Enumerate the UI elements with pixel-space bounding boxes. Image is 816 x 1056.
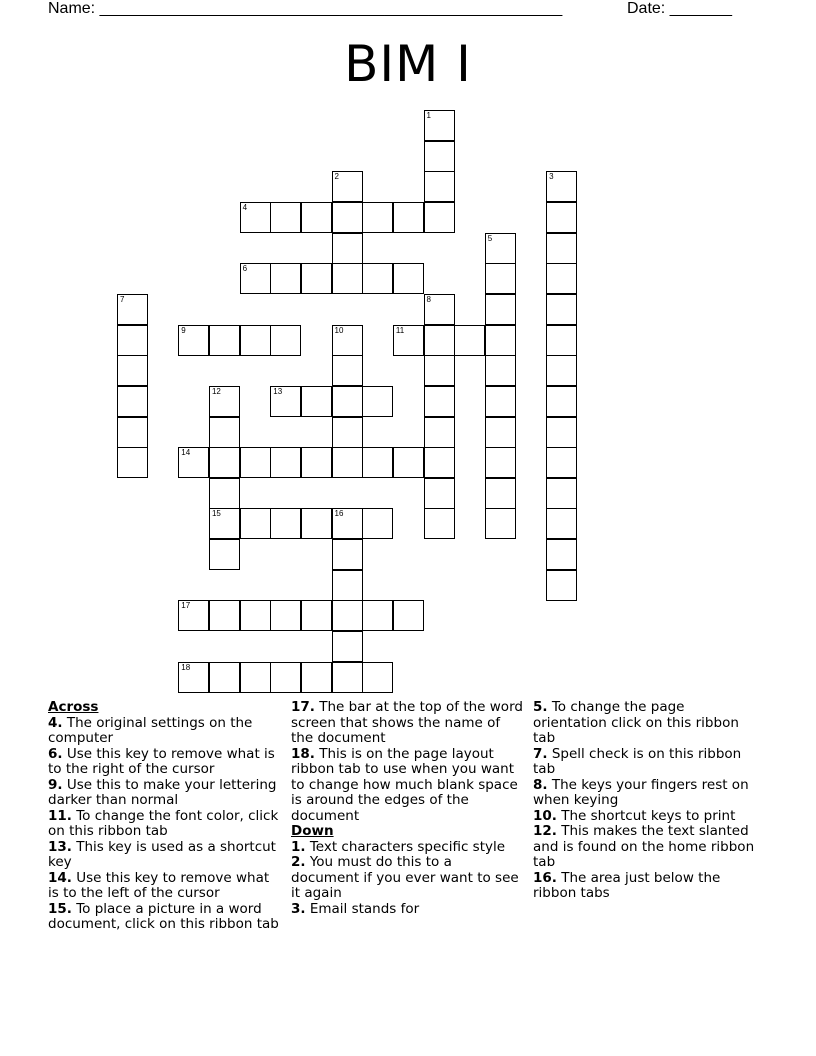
crossword-cell[interactable] xyxy=(362,662,393,693)
crossword-cell[interactable] xyxy=(178,447,209,478)
crossword-cell[interactable] xyxy=(332,631,363,662)
clue-number: 13 xyxy=(273,386,283,396)
crossword-cell[interactable] xyxy=(546,417,577,448)
crossword-cell[interactable] xyxy=(332,570,363,601)
clue-item xyxy=(533,824,759,871)
crossword-cell[interactable] xyxy=(178,325,209,356)
clue-number: 16 xyxy=(334,509,344,519)
crossword-cell[interactable] xyxy=(424,386,455,417)
crossword-cell[interactable] xyxy=(454,325,485,356)
clue-item-number: 12. xyxy=(533,823,557,839)
crossword-cell[interactable] xyxy=(178,600,209,631)
crossword-cell[interactable] xyxy=(270,447,301,478)
clue-number: 2 xyxy=(334,172,339,182)
crossword-cell[interactable] xyxy=(209,478,240,509)
clue-item-number: 7. xyxy=(533,745,548,762)
crossword-cell[interactable] xyxy=(270,600,301,631)
crossword-cell[interactable] xyxy=(270,263,301,294)
clue-number: 7 xyxy=(120,294,125,304)
clue-number: 1 xyxy=(426,111,431,120)
crossword-cell[interactable] xyxy=(301,662,332,693)
crossword-cell[interactable] xyxy=(240,202,271,233)
crossword-cell[interactable] xyxy=(332,233,363,264)
clue-item-text: This key is used as a shortcut key xyxy=(48,838,276,870)
clue-item xyxy=(291,840,523,856)
crossword-cell[interactable] xyxy=(546,263,577,294)
crossword-cell[interactable] xyxy=(485,417,516,448)
clue-item-number: 18. xyxy=(291,745,315,762)
clue-item-text: Email stands for xyxy=(305,900,420,917)
clue-item-text: To change the page orientation click on this ribbon tab xyxy=(533,699,739,746)
crossword-cell[interactable] xyxy=(117,386,148,417)
crossword-cell[interactable] xyxy=(546,233,577,264)
crossword-cell[interactable] xyxy=(485,355,516,386)
crossword-cell[interactable] xyxy=(301,508,332,539)
crossword-cell[interactable] xyxy=(546,325,577,356)
crossword-cell[interactable] xyxy=(546,478,577,509)
crossword-cell[interactable] xyxy=(362,447,393,478)
clue-item-number: 15. xyxy=(48,900,72,917)
clue-item-number: 2. xyxy=(291,854,306,870)
clue-column-2 xyxy=(291,700,523,917)
crossword-cell[interactable] xyxy=(485,294,516,325)
crossword-cell[interactable] xyxy=(209,325,240,356)
crossword-cell[interactable] xyxy=(424,171,455,202)
crossword-cell[interactable] xyxy=(332,662,363,693)
clue-number: 18 xyxy=(181,662,191,672)
crossword-cell[interactable] xyxy=(332,263,363,294)
clue-item-text: You must do this to a document if you ever want to see it again xyxy=(291,854,519,901)
clue-item xyxy=(48,871,284,902)
crossword-cell[interactable] xyxy=(301,202,332,233)
clue-item-number: 10. xyxy=(533,807,557,824)
clue-item-text: The shortcut keys to print xyxy=(556,807,736,824)
crossword-cell[interactable] xyxy=(117,294,148,325)
crossword-cell[interactable] xyxy=(362,263,393,294)
crossword-cell[interactable] xyxy=(332,508,363,539)
crossword-cell[interactable] xyxy=(485,386,516,417)
crossword-cell[interactable] xyxy=(424,478,455,509)
clue-number: 17 xyxy=(181,601,191,611)
clue-item-text: To place a picture in a word document, click on this ribbon tab xyxy=(48,900,279,932)
crossword-cell[interactable] xyxy=(424,325,455,356)
crossword-cell[interactable] xyxy=(332,171,363,202)
crossword-cell[interactable] xyxy=(270,508,301,539)
clue-item xyxy=(48,716,284,747)
clue-item-number: 4. xyxy=(48,714,63,731)
clue-item-text: Spell check is on this ribbon tab xyxy=(533,745,742,777)
clue-item-number: 11. xyxy=(48,807,72,824)
crossword-cell[interactable] xyxy=(546,508,577,539)
crossword-cell[interactable] xyxy=(332,417,363,448)
crossword-cell[interactable] xyxy=(209,600,240,631)
crossword-cell[interactable] xyxy=(117,447,148,478)
clue-item xyxy=(533,871,759,902)
clue-item xyxy=(533,700,759,747)
clue-number: 9 xyxy=(181,325,186,335)
crossword-cell[interactable] xyxy=(117,417,148,448)
crossword-cell[interactable] xyxy=(485,508,516,539)
clue-number: 6 xyxy=(242,264,248,274)
crossword-cell[interactable] xyxy=(424,447,455,478)
clue-item xyxy=(533,778,759,809)
crossword-cell[interactable] xyxy=(332,600,363,631)
crossword-cell[interactable] xyxy=(332,202,363,233)
crossword-cell[interactable] xyxy=(362,508,393,539)
crossword-cell[interactable] xyxy=(209,417,240,448)
crossword-cell[interactable] xyxy=(424,294,455,325)
crossword-cell[interactable] xyxy=(270,386,301,417)
clue-item xyxy=(533,809,759,825)
clue-item xyxy=(48,840,284,871)
crossword-cell[interactable] xyxy=(301,386,332,417)
clue-item-text: This makes the text slanted and is found on the home ribbon tab xyxy=(533,823,755,870)
clue-item-text: The keys your fingers rest on when keying xyxy=(533,776,749,808)
crossword-cell[interactable] xyxy=(424,141,455,172)
crossword-cell[interactable] xyxy=(485,478,516,509)
crossword-cell[interactable] xyxy=(546,355,577,386)
crossword-cell[interactable] xyxy=(332,386,363,417)
crossword-cell[interactable] xyxy=(240,600,271,631)
crossword-cell[interactable] xyxy=(240,508,271,539)
clue-item-text: The original settings on the computer xyxy=(48,714,253,746)
crossword-cell[interactable] xyxy=(209,539,240,570)
clue-item-text: Use this to make your lettering darker than normal xyxy=(48,776,277,808)
clue-item-text: The area just below the ribbon tabs xyxy=(533,869,721,901)
clue-item-number: 1. xyxy=(291,838,306,855)
crossword-cell[interactable] xyxy=(424,508,455,539)
crossword-cell[interactable] xyxy=(270,325,301,356)
page-title: BIM I xyxy=(344,35,472,93)
crossword-cell[interactable] xyxy=(546,294,577,325)
crossword-cell[interactable] xyxy=(485,233,516,264)
name-field-label: Name: ____________________________________________________ xyxy=(48,0,563,17)
crossword-cell[interactable] xyxy=(393,600,424,631)
clue-item-number: 13. xyxy=(48,838,72,855)
crossword-cell[interactable] xyxy=(546,447,577,478)
clue-item-number: 6. xyxy=(48,745,63,762)
crossword-cell[interactable] xyxy=(424,417,455,448)
clue-item xyxy=(291,700,523,747)
clue-column-3 xyxy=(533,700,759,902)
crossword-cell[interactable] xyxy=(209,662,240,693)
clue-item xyxy=(48,747,284,778)
crossword-cell[interactable] xyxy=(240,447,271,478)
crossword-cell[interactable] xyxy=(424,202,455,233)
clue-item xyxy=(533,747,759,778)
clue-number: 10 xyxy=(334,325,344,335)
crossword-cell[interactable] xyxy=(546,171,577,202)
crossword-cell[interactable] xyxy=(332,325,363,356)
crossword-cell[interactable] xyxy=(485,263,516,294)
crossword-cell[interactable] xyxy=(393,202,424,233)
crossword-cell[interactable] xyxy=(270,662,301,693)
clue-item xyxy=(48,809,284,840)
crossword-cell[interactable] xyxy=(117,355,148,386)
crossword-cell[interactable] xyxy=(546,386,577,417)
crossword-cell[interactable] xyxy=(424,355,455,386)
clue-item-text: Text characters specific style xyxy=(305,838,506,855)
crossword-cell[interactable] xyxy=(485,325,516,356)
crossword-cell[interactable] xyxy=(301,600,332,631)
clue-number: 5 xyxy=(487,233,493,243)
clue-number: 12 xyxy=(211,386,221,396)
clue-item-text: Use this key to remove what is to the right of the cursor xyxy=(48,745,275,777)
crossword-cell[interactable] xyxy=(240,325,271,356)
clue-section-heading: Across xyxy=(48,699,99,715)
date-field-label: Date: _______ xyxy=(627,0,732,17)
clue-item-number: 3. xyxy=(291,900,306,917)
clue-item-text: The bar at the top of the word screen that shows the name of the document xyxy=(291,699,523,746)
clue-number: 11 xyxy=(395,325,405,335)
clue-item-number: 16. xyxy=(533,869,557,886)
crossword-cell[interactable] xyxy=(117,325,148,356)
clue-item-number: 14. xyxy=(48,869,72,886)
clue-item-text: Use this key to remove what is to the left of the cursor xyxy=(48,869,270,901)
clue-item xyxy=(291,855,523,902)
clue-item xyxy=(291,747,523,825)
crossword-cell[interactable] xyxy=(240,263,271,294)
clue-number: 14 xyxy=(181,448,191,458)
crossword-cell[interactable] xyxy=(546,202,577,233)
crossword-cell[interactable] xyxy=(240,662,271,693)
clue-item-number: 8. xyxy=(533,776,548,793)
crossword-cell[interactable] xyxy=(362,600,393,631)
clue-item-text: This is on the page layout ribbon tab to use when you want to change how much blank space is around the edges of the document xyxy=(291,745,518,824)
crossword-cell[interactable] xyxy=(332,447,363,478)
crossword-cell[interactable] xyxy=(209,386,240,417)
crossword-cell[interactable] xyxy=(393,263,424,294)
crossword-cell[interactable] xyxy=(332,539,363,570)
crossword-cell[interactable] xyxy=(332,355,363,386)
crossword-cell[interactable] xyxy=(393,447,424,478)
clue-number: 3 xyxy=(549,172,554,182)
clue-number: 15 xyxy=(211,509,221,519)
crossword-cell[interactable] xyxy=(209,447,240,478)
clue-item xyxy=(48,778,284,809)
clue-item xyxy=(48,902,284,933)
crossword-cell[interactable] xyxy=(362,202,393,233)
crossword-cell[interactable] xyxy=(424,110,455,141)
crossword-cell[interactable] xyxy=(301,263,332,294)
clue-item-number: 5. xyxy=(533,699,548,715)
clue-number: 4 xyxy=(242,202,248,212)
crossword-cell[interactable] xyxy=(546,539,577,570)
crossword-cell[interactable] xyxy=(178,662,209,693)
clue-number: 8 xyxy=(426,294,431,304)
crossword-cell[interactable] xyxy=(485,447,516,478)
clue-section-heading: Down xyxy=(291,823,334,839)
clue-item-text: To change the font color, click on this ribbon tab xyxy=(48,807,279,839)
crossword-cell[interactable] xyxy=(209,508,240,539)
clue-item xyxy=(291,902,523,918)
crossword-cell[interactable] xyxy=(301,447,332,478)
crossword-cell[interactable] xyxy=(546,570,577,601)
crossword-cell[interactable] xyxy=(362,386,393,417)
clue-item-number: 17. xyxy=(291,699,315,715)
clue-item-number: 9. xyxy=(48,776,63,793)
clue-column-1 xyxy=(48,700,284,933)
crossword-cell[interactable] xyxy=(393,325,424,356)
crossword-cell[interactable] xyxy=(270,202,301,233)
